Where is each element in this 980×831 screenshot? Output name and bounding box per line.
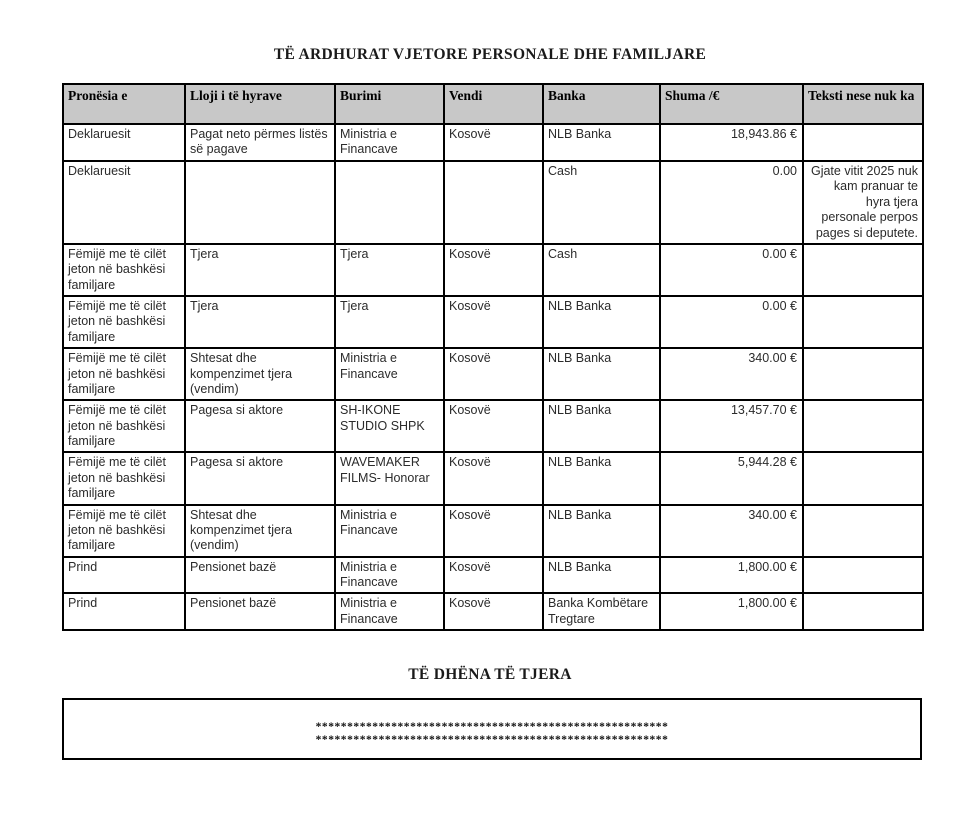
table-cell: Kosovë [444,124,543,161]
table-cell: 18,943.86 € [660,124,803,161]
table-cell [803,452,923,504]
column-header: Pronësia e [63,84,185,124]
column-header: Lloji i të hyrave [185,84,335,124]
table-cell: Pagesa si aktore [185,452,335,504]
table-cell: NLB Banka [543,452,660,504]
table-cell: NLB Banka [543,400,660,452]
table-cell: NLB Banka [543,296,660,348]
table-row [63,348,923,400]
table-cell [335,161,444,244]
table-cell: Cash [543,161,660,244]
table-cell: NLB Banka [543,505,660,557]
table-cell: Deklaruesit [63,161,185,244]
table-cell: Deklaruesit [63,124,185,161]
other-data-section-title: TË DHËNA TË TJERA [408,666,572,684]
table-cell: Pagat neto përmes listës së pagave [185,124,335,161]
table-cell: Kosovë [444,296,543,348]
table-cell: Tjera [185,296,335,348]
table-cell: Kosovë [444,400,543,452]
table-cell: Tjera [335,244,444,296]
table-cell: SH-IKONE STUDIO SHPK [335,400,444,452]
table-cell: Fëmijë me të cilët jeton në bashkësi familjare [63,296,185,348]
table-cell: Ministria e Financave [335,124,444,161]
table-cell [803,124,923,161]
table-cell: 1,800.00 € [660,593,803,630]
table-cell: 0.00 [660,161,803,244]
table-cell: 1,800.00 € [660,557,803,594]
table-cell [803,400,923,452]
table-cell: Shtesat dhe kompenzimet tjera (vendim) [185,348,335,400]
table-cell: NLB Banka [543,124,660,161]
table-cell: 340.00 € [660,348,803,400]
table-cell [444,161,543,244]
table-cell [803,505,923,557]
table-cell: Pensionet bazë [185,557,335,594]
table-cell: Cash [543,244,660,296]
table-cell: Tjera [185,244,335,296]
column-header: Teksti nese nuk ka [803,84,923,124]
column-header: Banka [543,84,660,124]
table-cell: 13,457.70 € [660,400,803,452]
table-cell: Prind [63,557,185,594]
table-cell: Ministria e Financave [335,348,444,400]
table-cell: Fëmijë me të cilët jeton në bashkësi familjare [63,244,185,296]
page-title: TË ARDHURAT VJETORE PERSONALE DHE FAMILJARE [273,46,707,63]
table-cell: NLB Banka [543,557,660,594]
table-cell: Ministria e Financave [335,505,444,557]
table-row [63,452,923,504]
table-cell [803,244,923,296]
column-header: Burimi [335,84,444,124]
table-cell: Ministria e Financave [335,593,444,630]
table-cell: 340.00 € [660,505,803,557]
table-cell: Prind [63,593,185,630]
table-cell: Tjera [335,296,444,348]
table-cell: Fëmijë me të cilët jeton në bashkësi familjare [63,505,185,557]
table-cell: 0.00 € [660,296,803,348]
table-cell: WAVEMAKER FILMS- Honorar [335,452,444,504]
masked-text-line: ******************************************************** [315,721,669,734]
income-table [62,83,924,631]
other-data-box [62,698,922,760]
table-cell: Kosovë [444,244,543,296]
table-cell: 0.00 € [660,244,803,296]
table-cell [803,557,923,594]
table-row [63,124,923,161]
table-cell: Kosovë [444,557,543,594]
table-cell: Gjate vitit 2025 nuk kam pranuar te hyra tjera personale perpos pages si deputete. [803,161,923,244]
table-header-row [63,84,923,124]
column-header: Vendi [444,84,543,124]
table-cell: Shtesat dhe kompenzimet tjera (vendim) [185,505,335,557]
table-cell: Pensionet bazë [185,593,335,630]
table-cell: Kosovë [444,452,543,504]
table-row [63,244,923,296]
table-cell: Kosovë [444,505,543,557]
table-cell: Banka Kombëtare Tregtare [543,593,660,630]
document-page [0,46,980,831]
table-cell: Kosovë [444,348,543,400]
table-cell [185,161,335,244]
table-row [63,505,923,557]
table-cell: Fëmijë me të cilët jeton në bashkësi familjare [63,400,185,452]
table-cell: 5,944.28 € [660,452,803,504]
table-cell: Fëmijë me të cilët jeton në bashkësi familjare [63,452,185,504]
table-row [63,593,923,630]
table-row [63,161,923,244]
table-cell: Fëmijë me të cilët jeton në bashkësi familjare [63,348,185,400]
table-cell: Ministria e Financave [335,557,444,594]
table-cell [803,593,923,630]
table-cell: NLB Banka [543,348,660,400]
column-header: Shuma /€ [660,84,803,124]
table-cell: Pagesa si aktore [185,400,335,452]
table-row [63,557,923,594]
table-cell [803,296,923,348]
masked-text-line: ******************************************************** [315,734,669,747]
table-cell [803,348,923,400]
table-cell: Kosovë [444,593,543,630]
table-row [63,400,923,452]
table-row [63,296,923,348]
